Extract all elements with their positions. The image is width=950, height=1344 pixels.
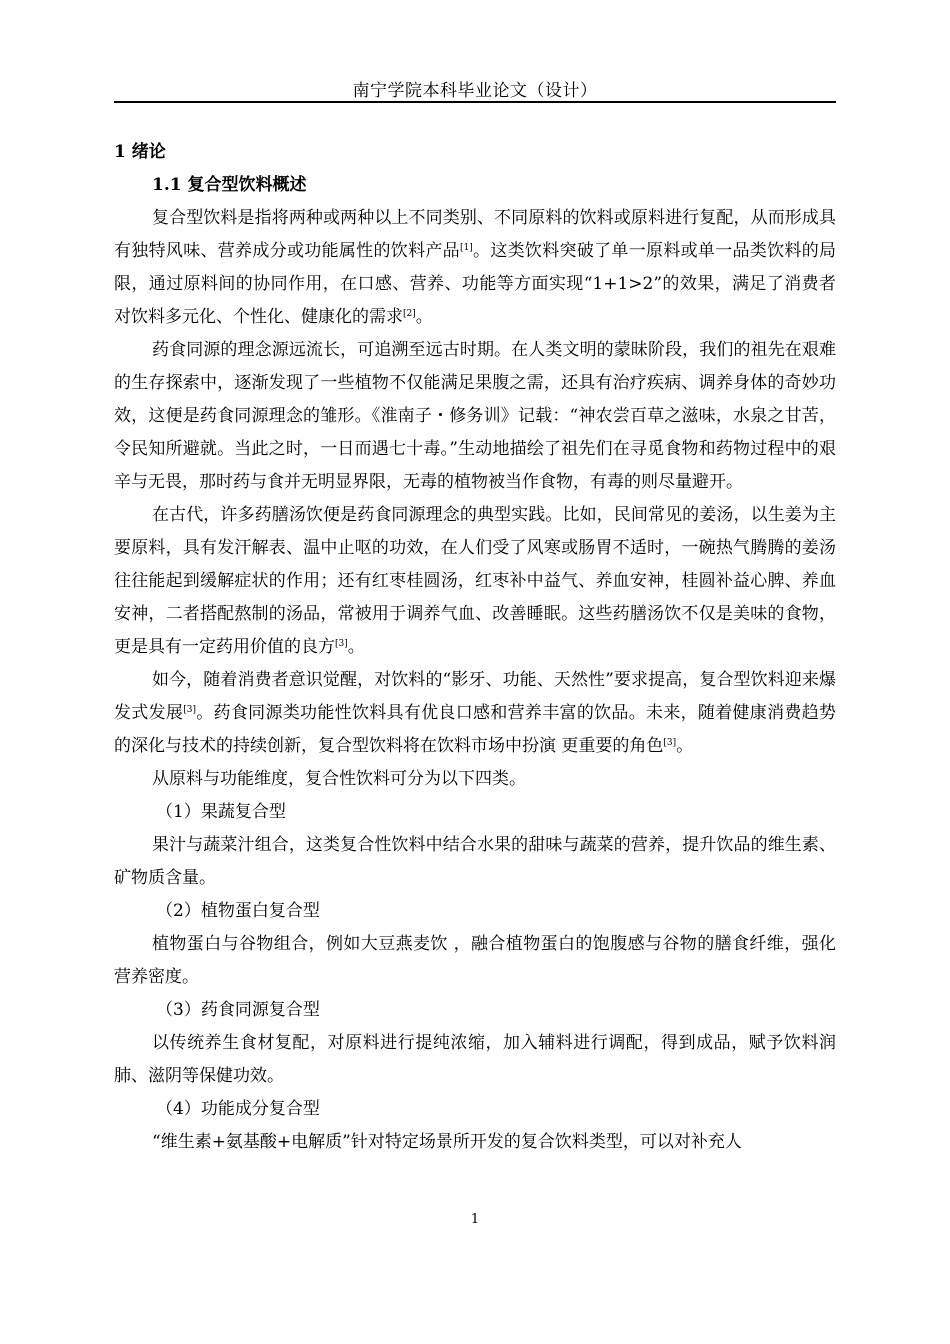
paragraph-text: 。药食同源类功能性饮料具有优良口感和营养丰富的饮品。未来，随着健康消费趋势的深化与技术的持续创新，复合型饮料将在饮料市场中扮演 更重要的角色 <box>114 703 837 756</box>
document-body <box>114 136 836 1159</box>
citation: [3] <box>335 639 348 649</box>
category-description: “维生素+氨基酸+电解质”针对特定场景所开发的复合饮料类型，可以对补充人 <box>152 1132 742 1152</box>
category-description: 果汁与蔬菜汁组合，这类复合性饮料中结合水果的甜味与蔬菜的营养，提升饮品的维生素、矿物质含量。 <box>114 835 836 888</box>
paragraph-text: 复合型饮料是指将两种或两种以上不同类别、不同原料的饮料或原料进行复配，从而形成具有独特风味、营养成分或功能属性的饮料产品 <box>114 208 836 261</box>
paragraph <box>114 499 836 664</box>
paragraph-text: 。 <box>415 307 433 327</box>
section-heading: 1 绪论 <box>114 142 166 162</box>
paragraph-text: 。 <box>347 637 365 657</box>
page-number: 1 <box>470 1212 480 1227</box>
category-description: 植物蛋白与谷物组合，例如大豆燕麦饮 ，融合植物蛋白的饱腹感与谷物的膳食纤维，强化营养密度。 <box>114 934 836 987</box>
paragraph <box>114 664 836 763</box>
paragraph-text: 。这类饮料突破了单一原料或单一品类饮料的局限，通过原料间的协同作用，在口感、营养、功能等方面实现“1+1>2”的效果，满足了消费者对饮料多元化、个性化、健康化的需求 <box>114 241 837 327</box>
category-description: 以传统养生食材复配，对原料进行提纯浓缩，加入辅料进行调配，得到成品，赋予饮料润肺、滋阴等保健功效。 <box>114 1033 836 1086</box>
category-label: （4）功能成分复合型 <box>156 1099 320 1119</box>
paragraph: 从原料与功能维度，复合性饮料可分为以下四类。 <box>152 769 526 789</box>
citation: [3] <box>663 738 677 748</box>
paragraph-text: 在古代，许多药膳汤饮便是药食同源理念的典型实践。比如，民间常见的姜汤，以生姜为主要原料，具有发汗解表、温中止呕的功效，在人们受了风寒或肠胃不适时，一碗热气腾腾的姜汤往往能起到缓解症状的作用；还有红枣桂圆汤，红枣补中益气、养血安神，桂圆补益心脾、养血安神，二者搭配熬制的汤品，常被用于调养气血、改善睡眠。这些药膳汤饮不仅是美味的食物，更是具有一定药用价值的良方 <box>114 505 836 657</box>
category-label: （3）药食同源复合型 <box>156 1000 320 1020</box>
header-divider <box>114 101 836 103</box>
category-label: （1）果蔬复合型 <box>156 802 286 822</box>
paragraph <box>114 202 836 334</box>
citation: [2] <box>403 309 416 319</box>
citation: [3] <box>183 705 196 715</box>
paragraph-text: 。 <box>676 736 694 756</box>
page-header-title: 南宁学院本科毕业论文（设计） <box>352 81 598 101</box>
citation: [1] <box>459 243 473 253</box>
paragraph-text: 如今，随着消费者意识觉醒，对饮料的“影牙、功能、天然性”要求提高，复合型饮料迎来爆发式发展 <box>114 670 836 723</box>
category-label: （2）植物蛋白复合型 <box>156 901 320 921</box>
paragraph: 药食同源的理念源远流长，可追溯至远古时期。在人类文明的蒙昧阶段，我们的祖先在艰难的生存探索中，逐渐发现了一些植物不仅能满足果腹之需，还具有治疗疾病、调养身体的奇妙功效，这便是药食同源理念的雏形。《淮南子・修务训》记载：“神农尝百草之滋味，水泉之甘苦，令民知所避就。当此之时，一日而遇七十毒。”生动地描绘了祖先们在寻觅食物和药物过程中的艰辛与无畏，那时药与食并无明显界限，无毒的植物被当作食物，有毒的则尽量避开。 <box>114 340 836 492</box>
subsection-heading: 1.1 复合型饮料概述 <box>152 175 307 195</box>
